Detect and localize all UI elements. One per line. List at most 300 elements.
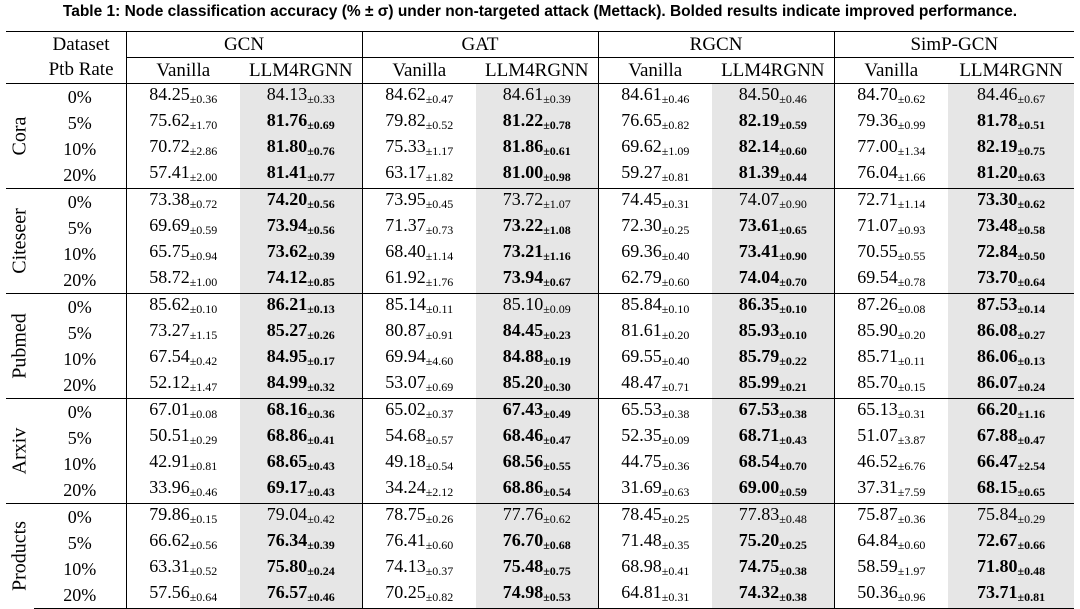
vanilla-score-cell (598, 162, 712, 189)
dataset-label-products (6, 504, 34, 609)
accuracy-mean: 81.39 (738, 162, 780, 182)
accuracy-std: ±0.56 (189, 538, 218, 552)
accuracy-std: ±0.48 (779, 512, 807, 526)
accuracy-std: ±0.99 (897, 118, 926, 132)
vanilla-score-cell (598, 425, 712, 451)
accuracy-std: ±0.15 (189, 512, 218, 526)
accuracy-mean: 71.37 (385, 215, 426, 235)
llm4rgnn-score-cell (476, 294, 598, 321)
accuracy-std: ±1.14 (425, 249, 454, 263)
vanilla-score-cell (598, 136, 712, 162)
llm4rgnn-score-cell (712, 294, 834, 321)
llm4rgnn-score-cell (240, 267, 362, 294)
accuracy-std: ±0.94 (189, 249, 218, 263)
table-row (6, 425, 1074, 451)
accuracy-std: ±0.08 (189, 407, 218, 421)
table-row (6, 477, 1074, 504)
llm4rgnn-score-cell (476, 267, 598, 294)
accuracy-mean: 81.86 (502, 136, 544, 156)
vanilla-score-cell (834, 189, 948, 216)
accuracy-mean: 85.14 (385, 294, 426, 314)
accuracy-mean: 63.17 (385, 162, 426, 182)
accuracy-std: ±0.55 (543, 459, 571, 473)
accuracy-std: ±0.57 (425, 433, 454, 447)
accuracy-std: ±0.73 (425, 223, 454, 237)
accuracy-mean: 68.86 (502, 477, 544, 497)
llm4rgnn-score-cell (476, 110, 598, 136)
accuracy-mean: 53.07 (385, 372, 426, 392)
llm4rgnn-score-cell (948, 425, 1074, 451)
accuracy-std: ±0.51 (1017, 118, 1046, 132)
llm4rgnn-score-cell (476, 399, 598, 426)
accuracy-std: ±0.17 (307, 354, 335, 368)
model-header-simp-gcn: SimP-GCN (834, 32, 1074, 58)
accuracy-std: ±0.62 (1017, 197, 1046, 211)
vanilla-score-cell (126, 372, 240, 399)
accuracy-mean: 70.55 (857, 241, 898, 261)
llm4rgnn-score-cell (948, 530, 1074, 556)
accuracy-mean: 69.17 (266, 477, 308, 497)
accuracy-std: ±0.60 (779, 144, 807, 158)
accuracy-std: ±7.59 (897, 485, 926, 499)
table-row (6, 215, 1074, 241)
accuracy-std: ±0.48 (1017, 564, 1046, 578)
accuracy-std: ±0.59 (189, 223, 218, 237)
accuracy-mean: 72.30 (621, 215, 662, 235)
vanilla-score-cell (834, 425, 948, 451)
accuracy-std: ±0.45 (425, 197, 454, 211)
accuracy-std: ±0.60 (661, 275, 690, 289)
accuracy-mean: 85.70 (857, 372, 898, 392)
accuracy-mean: 87.26 (857, 294, 898, 314)
accuracy-std: ±0.54 (543, 485, 571, 499)
accuracy-std: ±0.56 (307, 223, 335, 237)
llm4rgnn-score-cell (712, 267, 834, 294)
accuracy-std: ±0.82 (425, 590, 454, 604)
ptb-rate-cell: 20% (34, 477, 126, 504)
accuracy-mean: 68.65 (266, 451, 308, 471)
accuracy-mean: 70.72 (149, 136, 190, 156)
vanilla-score-cell (362, 215, 476, 241)
llm4rgnn-score-cell (948, 372, 1074, 399)
accuracy-mean: 84.61 (502, 84, 544, 104)
accuracy-std: ±0.40 (661, 354, 690, 368)
llm4rgnn-score-cell (476, 346, 598, 372)
accuracy-std: ±2.86 (189, 144, 218, 158)
vanilla-score-cell (362, 582, 476, 609)
vanilla-score-cell (362, 504, 476, 531)
accuracy-std: ±1.82 (425, 170, 454, 184)
accuracy-mean: 77.00 (857, 136, 898, 156)
accuracy-std: ±0.81 (189, 459, 218, 473)
accuracy-mean: 66.62 (149, 530, 190, 550)
accuracy-mean: 69.62 (621, 136, 662, 156)
llm4rgnn-score-cell (240, 84, 362, 111)
accuracy-std: ±0.35 (661, 538, 690, 552)
accuracy-mean: 73.38 (149, 189, 190, 209)
vanilla-score-cell (598, 84, 712, 111)
accuracy-mean: 78.75 (385, 504, 426, 524)
vanilla-score-cell (834, 504, 948, 531)
vanilla-score-cell (598, 556, 712, 582)
vanilla-score-cell (834, 136, 948, 162)
accuracy-mean: 67.01 (149, 399, 190, 419)
vanilla-score-cell (126, 477, 240, 504)
accuracy-mean: 64.84 (857, 530, 898, 550)
table-row (6, 136, 1074, 162)
vanilla-score-cell (362, 530, 476, 556)
llm4rgnn-score-cell (476, 372, 598, 399)
accuracy-mean: 64.81 (621, 582, 662, 602)
llm4rgnn-score-cell (476, 425, 598, 451)
vanilla-score-cell (598, 215, 712, 241)
variant-header-llm4rgnn: LLM4RGNN (712, 58, 834, 84)
accuracy-mean: 58.72 (149, 267, 190, 287)
vanilla-score-cell (362, 477, 476, 504)
accuracy-mean: 66.20 (977, 399, 1018, 419)
accuracy-std: ±0.49 (543, 407, 571, 421)
accuracy-std: ±2.12 (425, 485, 454, 499)
accuracy-std: ±1.76 (425, 275, 454, 289)
dataset-name: Cora (8, 116, 31, 156)
accuracy-std: ±0.42 (307, 512, 335, 526)
vanilla-score-cell (126, 294, 240, 321)
vanilla-score-cell (126, 267, 240, 294)
vanilla-score-cell (126, 110, 240, 136)
accuracy-std: ±0.64 (189, 590, 218, 604)
accuracy-std: ±0.59 (779, 118, 807, 132)
table-row (6, 189, 1074, 216)
accuracy-std: ±0.41 (661, 564, 690, 578)
accuracy-std: ±2.54 (1017, 459, 1046, 473)
accuracy-mean: 73.27 (149, 320, 190, 340)
accuracy-mean: 65.02 (385, 399, 426, 419)
accuracy-mean: 76.34 (266, 530, 308, 550)
accuracy-mean: 51.07 (857, 425, 898, 445)
accuracy-mean: 81.20 (977, 162, 1018, 182)
ptb-rate-cell: 5% (34, 530, 126, 556)
llm4rgnn-score-cell (712, 189, 834, 216)
accuracy-std: ±1.66 (897, 170, 926, 184)
vanilla-score-cell (362, 136, 476, 162)
accuracy-mean: 73.62 (266, 241, 308, 261)
llm4rgnn-score-cell (948, 136, 1074, 162)
accuracy-mean: 34.24 (385, 477, 426, 497)
accuracy-mean: 76.65 (621, 110, 662, 130)
accuracy-std: ±0.47 (1017, 433, 1046, 447)
llm4rgnn-score-cell (948, 215, 1074, 241)
vanilla-score-cell (834, 582, 948, 609)
vanilla-score-cell (834, 477, 948, 504)
llm4rgnn-score-cell (712, 530, 834, 556)
accuracy-mean: 74.20 (266, 189, 308, 209)
vanilla-score-cell (598, 582, 712, 609)
accuracy-mean: 65.13 (857, 399, 898, 419)
accuracy-std: ±0.14 (1017, 302, 1046, 316)
accuracy-std: ±1.16 (543, 249, 571, 263)
ptb-rate-cell: 20% (34, 582, 126, 609)
accuracy-mean: 81.76 (266, 110, 308, 130)
table-row (6, 372, 1074, 399)
accuracy-mean: 71.07 (857, 215, 898, 235)
accuracy-std: ±0.91 (425, 328, 454, 342)
accuracy-mean: 49.18 (385, 451, 426, 471)
header-row-models (6, 32, 1074, 58)
vanilla-score-cell (362, 162, 476, 189)
vanilla-score-cell (598, 451, 712, 477)
accuracy-std: ±0.60 (425, 538, 454, 552)
accuracy-mean: 33.96 (149, 477, 190, 497)
vanilla-score-cell (362, 294, 476, 321)
accuracy-mean: 67.53 (738, 399, 780, 419)
llm4rgnn-score-cell (712, 346, 834, 372)
accuracy-std: ±0.61 (543, 144, 571, 158)
table-row (6, 84, 1074, 111)
accuracy-std: ±0.38 (661, 407, 690, 421)
accuracy-std: ±0.67 (543, 275, 571, 289)
accuracy-mean: 69.54 (857, 267, 898, 287)
accuracy-std: ±0.40 (661, 249, 690, 263)
accuracy-mean: 86.21 (266, 294, 308, 314)
accuracy-std: ±0.15 (897, 380, 926, 394)
accuracy-mean: 81.80 (266, 136, 308, 156)
table-caption: Table 1: Node classification accuracy (% ± σ) under non-targeted attack (Mettack). Bolded results indicate improved performance. (62, 3, 1018, 20)
accuracy-std: ±0.25 (779, 538, 807, 552)
accuracy-mean: 75.48 (502, 556, 544, 576)
llm4rgnn-score-cell (476, 241, 598, 267)
accuracy-mean: 77.76 (502, 504, 544, 524)
accuracy-mean: 85.20 (502, 372, 544, 392)
accuracy-std: ±0.11 (897, 354, 926, 368)
accuracy-mean: 31.69 (621, 477, 662, 497)
vanilla-score-cell (362, 346, 476, 372)
vanilla-score-cell (126, 136, 240, 162)
accuracy-std: ±0.30 (543, 380, 571, 394)
vanilla-score-cell (126, 425, 240, 451)
accuracy-mean: 85.90 (857, 320, 898, 340)
accuracy-std: ±3.87 (897, 433, 926, 447)
accuracy-std: ±0.81 (1017, 590, 1046, 604)
accuracy-mean: 66.47 (977, 451, 1018, 471)
accuracy-mean: 86.08 (977, 320, 1018, 340)
accuracy-mean: 84.50 (738, 84, 780, 104)
variant-header-vanilla: Vanilla (126, 58, 240, 84)
accuracy-std: ±0.19 (543, 354, 571, 368)
variant-header-llm4rgnn: LLM4RGNN (476, 58, 598, 84)
accuracy-mean: 68.15 (977, 477, 1018, 497)
vanilla-score-cell (834, 451, 948, 477)
table-row (6, 267, 1074, 294)
accuracy-mean: 80.87 (385, 320, 426, 340)
accuracy-mean: 73.70 (977, 267, 1018, 287)
accuracy-mean: 84.61 (621, 84, 662, 104)
variant-header-vanilla: Vanilla (598, 58, 712, 84)
vanilla-score-cell (362, 241, 476, 267)
accuracy-std: ±0.26 (307, 328, 335, 342)
accuracy-std: ±0.13 (1017, 354, 1046, 368)
accuracy-std: ±0.67 (1017, 92, 1046, 106)
accuracy-std: ±0.43 (307, 485, 335, 499)
dataset-label-pubmed (6, 294, 34, 399)
accuracy-mean: 84.25 (149, 84, 190, 104)
accuracy-std: ±0.62 (897, 92, 926, 106)
accuracy-std: ±0.41 (307, 433, 335, 447)
accuracy-mean: 86.35 (738, 294, 780, 314)
llm4rgnn-score-cell (240, 162, 362, 189)
accuracy-mean: 75.20 (738, 530, 780, 550)
accuracy-std: ±0.54 (425, 459, 454, 473)
accuracy-std: ±0.21 (779, 380, 807, 394)
accuracy-std: ±0.69 (307, 118, 335, 132)
accuracy-std: ±0.62 (543, 512, 571, 526)
accuracy-std: ±0.47 (425, 92, 454, 106)
vanilla-score-cell (834, 530, 948, 556)
accuracy-std: ±0.60 (897, 538, 926, 552)
model-header-gat: GAT (362, 32, 598, 58)
accuracy-mean: 72.84 (977, 241, 1018, 261)
llm4rgnn-score-cell (240, 372, 362, 399)
accuracy-mean: 72.71 (857, 189, 898, 209)
vanilla-score-cell (362, 425, 476, 451)
llm4rgnn-score-cell (476, 189, 598, 216)
accuracy-std: ±0.10 (779, 302, 807, 316)
accuracy-mean: 50.51 (149, 425, 190, 445)
accuracy-std: ±1.70 (189, 118, 218, 132)
llm4rgnn-score-cell (948, 294, 1074, 321)
table-row (6, 530, 1074, 556)
table-row (6, 162, 1074, 189)
vanilla-score-cell (834, 320, 948, 346)
accuracy-std: ±1.00 (189, 275, 218, 289)
accuracy-std: ±0.24 (1017, 380, 1046, 394)
table-row (6, 294, 1074, 321)
llm4rgnn-score-cell (240, 425, 362, 451)
accuracy-std: ±0.65 (1017, 485, 1046, 499)
accuracy-mean: 61.92 (385, 267, 426, 287)
llm4rgnn-score-cell (948, 320, 1074, 346)
accuracy-mean: 84.46 (977, 84, 1018, 104)
accuracy-mean: 82.14 (738, 136, 780, 156)
accuracy-std: ±0.39 (543, 92, 571, 106)
llm4rgnn-score-cell (240, 294, 362, 321)
accuracy-mean: 52.12 (149, 372, 190, 392)
accuracy-mean: 68.98 (621, 556, 662, 576)
table-row (6, 556, 1074, 582)
ptb-rate-cell: 0% (34, 504, 126, 531)
accuracy-mean: 79.82 (385, 110, 426, 130)
accuracy-mean: 68.40 (385, 241, 426, 261)
accuracy-mean: 73.21 (502, 241, 544, 261)
accuracy-mean: 81.00 (502, 162, 544, 182)
vanilla-score-cell (834, 372, 948, 399)
accuracy-std: ±1.47 (189, 380, 218, 394)
accuracy-std: ±0.20 (661, 328, 690, 342)
vanilla-score-cell (834, 294, 948, 321)
accuracy-mean: 75.80 (266, 556, 308, 576)
variant-header-llm4rgnn: LLM4RGNN (240, 58, 362, 84)
vanilla-score-cell (598, 477, 712, 504)
accuracy-mean: 65.53 (621, 399, 662, 419)
ptb-rate-cell: 5% (34, 215, 126, 241)
accuracy-std: ±0.43 (779, 433, 807, 447)
accuracy-mean: 74.98 (502, 582, 544, 602)
accuracy-mean: 59.27 (621, 162, 662, 182)
accuracy-mean: 82.19 (738, 110, 780, 130)
vanilla-score-cell (126, 582, 240, 609)
vanilla-score-cell (598, 294, 712, 321)
table-row (6, 399, 1074, 426)
llm4rgnn-score-cell (712, 556, 834, 582)
vanilla-score-cell (362, 399, 476, 426)
accuracy-mean: 75.33 (385, 136, 426, 156)
accuracy-std: ±0.09 (661, 433, 690, 447)
accuracy-std: ±0.59 (779, 485, 807, 499)
accuracy-mean: 84.45 (502, 320, 544, 340)
vanilla-score-cell (126, 399, 240, 426)
accuracy-mean: 73.41 (738, 241, 780, 261)
llm4rgnn-score-cell (948, 241, 1074, 267)
ptb-rate-cell: 10% (34, 451, 126, 477)
accuracy-mean: 76.04 (857, 162, 898, 182)
llm4rgnn-score-cell (712, 110, 834, 136)
llm4rgnn-score-cell (948, 477, 1074, 504)
accuracy-mean: 75.87 (857, 504, 898, 524)
llm4rgnn-score-cell (712, 582, 834, 609)
accuracy-std: ±0.65 (779, 223, 807, 237)
accuracy-std: ±0.68 (543, 538, 571, 552)
accuracy-std: ±0.46 (307, 590, 335, 604)
accuracy-mean: 85.10 (502, 294, 544, 314)
accuracy-std: ±1.14 (897, 197, 926, 211)
accuracy-std: ±0.66 (1017, 538, 1046, 552)
llm4rgnn-score-cell (948, 451, 1074, 477)
llm4rgnn-score-cell (712, 241, 834, 267)
accuracy-std: ±0.71 (661, 380, 690, 394)
accuracy-mean: 58.59 (857, 556, 898, 576)
dataset-name: Arxiv (8, 427, 31, 475)
llm4rgnn-score-cell (240, 241, 362, 267)
ptb-rate-cell: 10% (34, 346, 126, 372)
accuracy-mean: 72.67 (977, 530, 1018, 550)
model-header-gcn: GCN (126, 32, 362, 58)
table-row (6, 451, 1074, 477)
accuracy-mean: 67.88 (977, 425, 1018, 445)
accuracy-mean: 68.54 (738, 451, 780, 471)
vanilla-score-cell (598, 530, 712, 556)
accuracy-mean: 67.54 (149, 346, 190, 366)
accuracy-mean: 73.72 (502, 189, 544, 209)
accuracy-mean: 74.13 (385, 556, 426, 576)
accuracy-std: ±0.31 (661, 197, 690, 211)
accuracy-std: ±0.36 (897, 512, 926, 526)
table-row (6, 241, 1074, 267)
dataset-name: Pubmed (8, 313, 31, 379)
accuracy-mean: 84.88 (502, 346, 544, 366)
accuracy-std: ±0.10 (779, 328, 807, 342)
accuracy-mean: 85.27 (266, 320, 308, 340)
llm4rgnn-score-cell (712, 504, 834, 531)
accuracy-std: ±0.38 (779, 407, 807, 421)
accuracy-std: ±0.78 (543, 118, 571, 132)
table-row (6, 504, 1074, 531)
accuracy-mean: 69.36 (621, 241, 662, 261)
variant-header-vanilla: Vanilla (362, 58, 476, 84)
llm4rgnn-score-cell (240, 110, 362, 136)
vanilla-score-cell (362, 267, 476, 294)
llm4rgnn-score-cell (712, 399, 834, 426)
accuracy-mean: 84.13 (266, 84, 308, 104)
vanilla-score-cell (126, 189, 240, 216)
